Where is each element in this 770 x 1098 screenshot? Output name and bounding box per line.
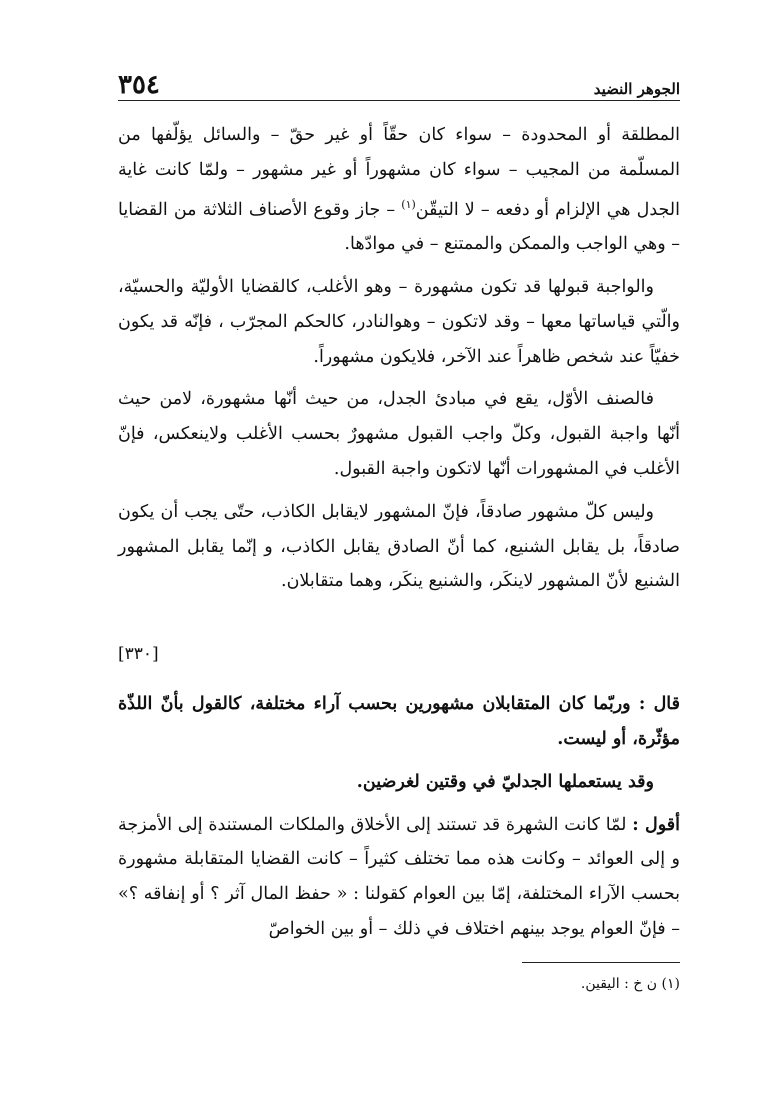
paragraph-3: فالصنف الأوّل، يقع في مبادئ الجدل، من حيث أنّها مشهورة، لامن حيث أنّها واجبة القبول، وكلّ واجب القبول مشهورٌ بحسب الأغلب ولاينعكس، فإنّ الأغلب في المشهورات أنّها لاتكون واجبة القبول. — [118, 389, 680, 479]
running-title: الجوهر النضيد — [593, 80, 680, 98]
paragraph-2: والواجبة قبولها قد تكون مشهورة – وهو الأغلب، كالقضايا الأوليّة والحسيّة، والّتي قياساتها معها – وقد لاتكون – وهوالنادر، كالحكم المجرّب ، فإنّه قد يكون خفيّاً عند شخص ظاهراً عند الآخر، فلايكون مشهوراً. — [118, 277, 680, 367]
commentary — [118, 808, 680, 947]
footnote-text: ن خ : اليقين. — [580, 976, 658, 992]
page-number: ٣٥٤ — [118, 70, 160, 100]
commentary-text: لمّا كانت الشهرة قد تستند إلى الأخلاق والملكات المستندة إلى الأمزجة و إلى العوائد – وكانت هذه مما تختلف كثيراً – كانت القضايا المتقابلة مشهورة بحسب الآراء المختلفة، إمّا بين العوام كقولنا : « حفظ المال آثر ؟ أو إنفاقه ؟» – فإنّ العوام يوجد بينهم اختلاف في ذلك – أو بين الخواصّ — [118, 814, 680, 939]
quoted-line-2: وقد يستعملها الجدليّ في وقتين لغرضين. — [356, 771, 654, 792]
footnote-reference: (١) — [401, 197, 416, 211]
body-text — [118, 118, 680, 955]
paragraph-1-text: المطلقة أو المحدودة – سواء كان حقّاً أو غير حقّ – والسائل يؤلّفها من المسلّمة من المجيب – سواء كان مشهوراً أو غير مشهور – ولمّا كانت غاية الجدل هي الإلزام أو دفعه – لا التيقّن — [118, 125, 680, 220]
page-header — [118, 66, 680, 101]
paragraph-4: وليس كلّ مشهور صادقاً، فإنّ المشهور لايقابل الكاذب، حتّى يجب أن يكون صادقاً، بل يقابل الشنيع، كما أنّ الصادق يقابل الكاذب، و إنّما يقابل المشهور الشنيع لأنّ المشهور لاينكَر، والشنيع ينكَر، وهما متقابلان. — [118, 501, 680, 592]
paragraph-1 — [118, 118, 680, 262]
footnote-marker: (١) — [661, 976, 680, 992]
footnote-divider — [522, 962, 680, 963]
quoted-label: قال : — [638, 694, 680, 715]
quoted-line-1: وربّما كان المتقابلان مشهورين بحسب آراء مختلفة، كالقول بأنّ اللذّة مؤثّرة، أو ليست. — [118, 694, 680, 749]
section-number: [٣٣٠] — [118, 644, 159, 665]
paragraph-1-continuation: – جاز وقوع الأصناف الثلاثة من القضايا – وهي الواجب والممكن والممتنع – في موادّها. — [118, 199, 680, 255]
quoted-text — [118, 687, 680, 757]
commentary-label: أقول : — [632, 814, 680, 835]
footnote — [420, 972, 680, 996]
